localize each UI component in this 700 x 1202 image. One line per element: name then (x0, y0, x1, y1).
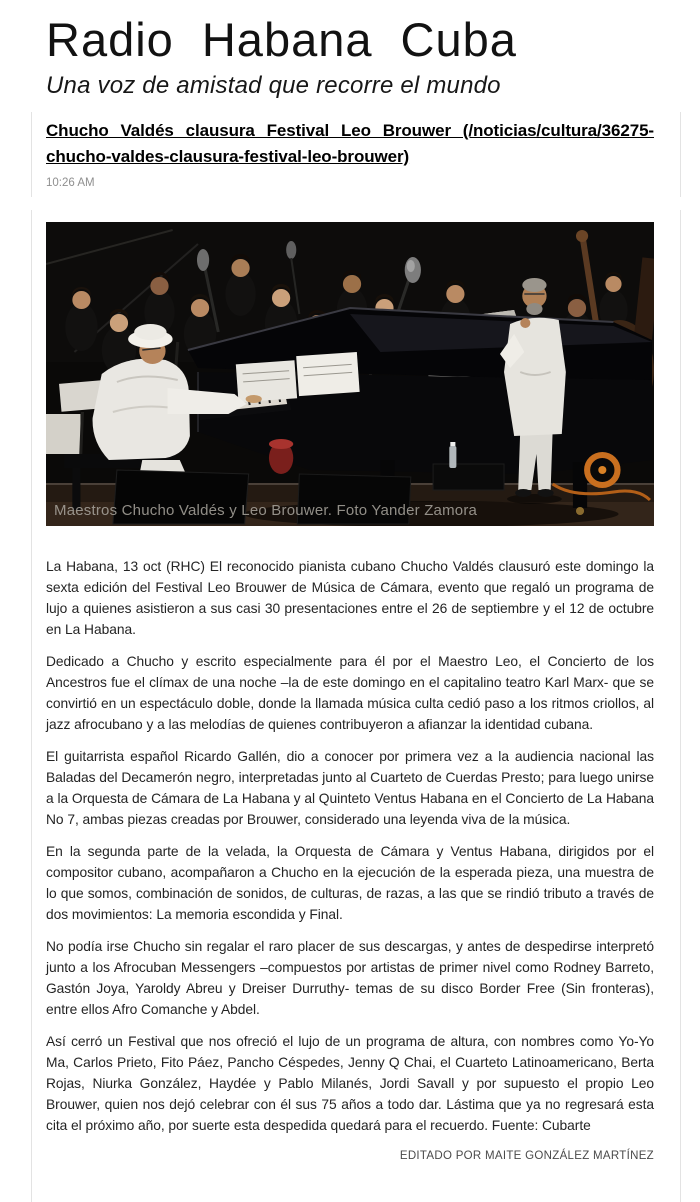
article-panel (31, 210, 681, 1202)
site-tagline: Una voz de amistad que recorre el mundo (46, 72, 501, 99)
paragraph: Así cerró un Festival que nos ofreció el lujo de un programa de altura, con nombres como Yo-Yo Ma, Carlos Prieto, Fito Páez, Pancho Céspedes, Jenny Q Chai, el Cuarteto Latinoamericano, Berta Rojas, Niurka González, Haydée y Pablo Milanés, Jordi Savall y por supuesto el propio Leo Brouwer, quien nos dejó celebrar con él sus 75 años a todo dar. Lástima que ya no regresará esta cita el próximo año, por suerte esta despedida quedará para el recuerdo. Fuente: Cubarte (46, 1034, 654, 1133)
paragraph: La Habana, 13 oct (RHC) El reconocido pianista cubano Chucho Valdés clausuró este domingo la sexta edición del Festival Leo Brouwer de Música de Cámara, evento que regaló un programa de lujo a quienes asistieron a sus casi 30 presentaciones entre el 26 de septiembre y el 12 de octubre en La Habana. (46, 559, 654, 637)
article-photo (46, 222, 654, 526)
site-title[interactable]: Radio Habana Cuba (46, 13, 517, 66)
paragraph: En la segunda parte de la velada, la Orquesta de Cámara y Ventus Habana, dirigidos por el compositor cubano, acompañaron a Chucho en la ejecución de la esperada pieza, una muestra de lo que somos, combinación de sonidos, de culturas, de razas, a las que se rindió tributo a través de dos movimientos: La memoria escondida y Final. (46, 844, 654, 922)
publish-time: 10:26 AM (46, 177, 95, 189)
paragraph: No podía irse Chucho sin regalar el raro placer de sus descargas, y antes de despedirse interpretó junto a los Afrocuban Messengers –compuestos por artistas de primer nivel como Rodney Barreto, Gastón Joya, Yaroldy Abreu y Dreiser Durruthy- temas de su disco Border Free (Sin fronteras), entre ellos Afro Comanche y Abdel. (46, 939, 654, 1017)
paragraph: El guitarrista español Ricardo Gallén, dio a conocer por primera vez a la audiencia nacional las Baladas del Decamerón negro, interpretadas junto al Cuarteto de Cuerdas Presto; para luego unirse a la Orquesta de Cámara de La Habana y al Quinteto Ventus Habana en el Concierto de La Habana No 7, ambas piezas creadas por Brouwer, considerado una leyenda viva de la música. (46, 749, 654, 827)
site-header (0, 0, 700, 100)
article-headline-link[interactable]: Chucho Valdés clausura Festival Leo Brouwer (/noticias/cultura/36275-chucho-valdes-clausura-festival-leo-brouwer) (46, 121, 654, 166)
edited-by-credit: EDITADO POR MAITE GONZÁLEZ MARTÍNEZ (399, 1150, 654, 1162)
paragraph: Dedicado a Chucho y escrito especialmente para él por el Maestro Leo, el Concierto de los Ancestros fue el clímax de una noche –la de este domingo en el capitalino teatro Karl Marx- que se convirtió en un espectáculo doble, donde la llamada música culta cedió paso a los ritmos criollos, al jazz afrocubano y a las melodías de quienes contribuyeron a afianzar la identidad cubana. (46, 654, 654, 732)
article-body (46, 556, 654, 1136)
photo-caption: Maestros Chucho Valdés y Leo Brouwer. Foto Yander Zamora (54, 502, 478, 519)
concert-photo-illustration (46, 222, 654, 526)
headline-panel (31, 112, 681, 197)
